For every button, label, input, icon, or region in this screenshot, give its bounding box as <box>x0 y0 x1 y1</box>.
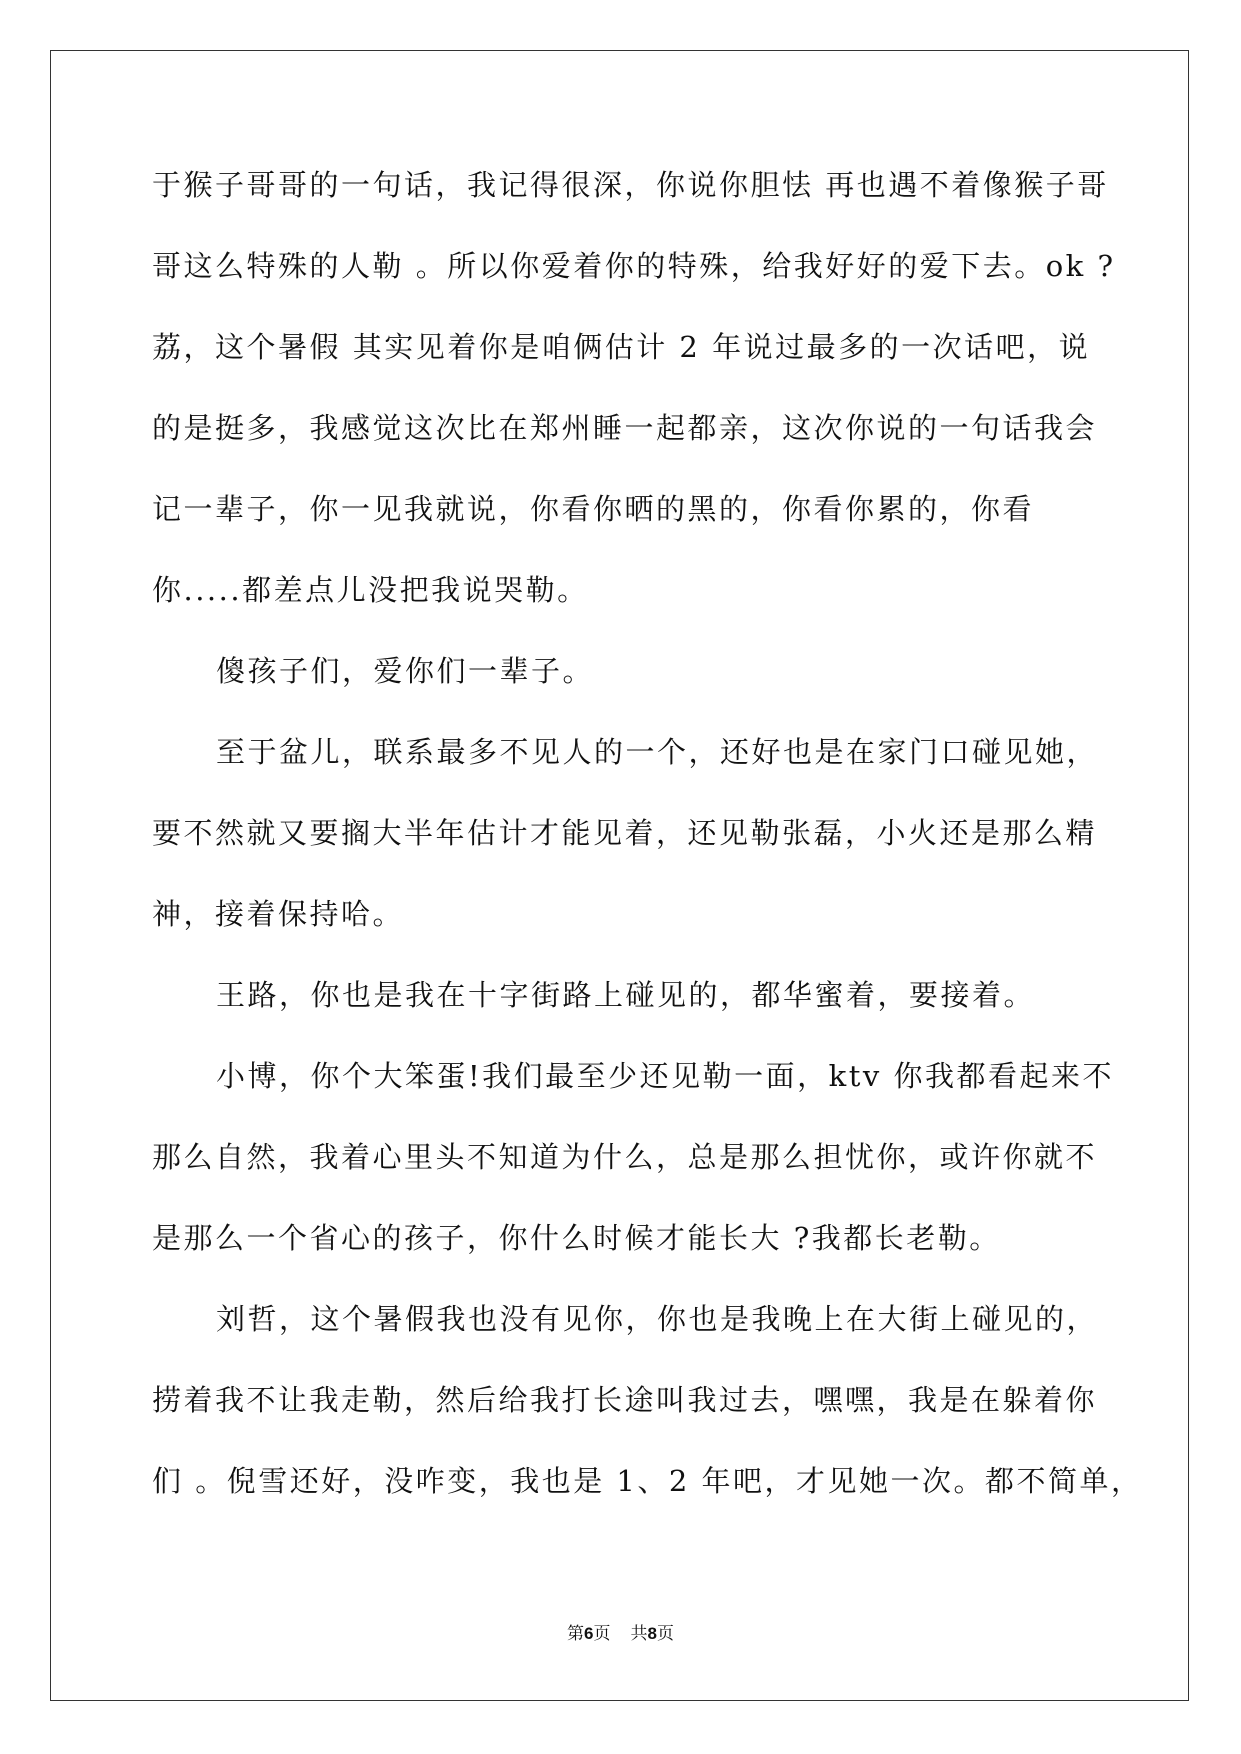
paragraph-line: 王路，你也是我在十字街路上碰见的，都华蜜着，要接着。 <box>216 978 1036 1012</box>
footer-page-suffix: 页 <box>593 1624 611 1644</box>
text-line: 神，接着保持哈。 <box>152 897 405 931</box>
paragraph-line: 傻孩子们，爱你们一辈子。 <box>216 654 595 688</box>
text-line: 捞着我不让我走勒，然后给我打长途叫我过去，嘿嘿，我是在躲着你 <box>152 1383 1098 1417</box>
document-body <box>152 163 1143 1540</box>
total-pages-number: 8 <box>647 1624 657 1643</box>
footer-prefix: 第 <box>567 1624 585 1644</box>
current-page-number: 6 <box>584 1624 594 1643</box>
page-footer <box>0 1622 1241 1646</box>
text-line: 是那么一个省心的孩子，你什么时候才能长大 ?我都长老勒。 <box>152 1221 1001 1255</box>
text-line: 们 。倪雪还好，没咋变，我也是 1、2 年吧，才见她一次。都不简单， <box>152 1464 1143 1498</box>
text-line: 你.....都差点儿没把我说哭勒。 <box>152 573 589 607</box>
paragraph-line: 刘哲，这个暑假我也没有见你，你也是我晚上在大街上碰见的， <box>216 1302 1099 1336</box>
text-line: 那么自然，我着心里头不知道为什么，总是那么担忧你，或许你就不 <box>152 1140 1098 1174</box>
footer-total-prefix: 共 <box>630 1624 648 1644</box>
text-line: 要不然就又要搁大半年估计才能见着，还见勒张磊，小火还是那么精 <box>152 816 1098 850</box>
footer-total-suffix: 页 <box>656 1624 674 1644</box>
text-line: 荔，这个暑假 其实见着你是咱俩估计 2 年说过最多的一次话吧，说 <box>152 330 1091 364</box>
text-line: 于猴子哥哥的一句话，我记得很深，你说你胆怯 再也遇不着像猴子哥 <box>152 168 1109 202</box>
text-line: 哥这么特殊的人勒 。所以你爱着你的特殊，给我好好的爱下去。ok ? <box>152 249 1116 283</box>
text-line: 的是挺多，我感觉这次比在郑州睡一起都亲，这次你说的一句话我会 <box>152 411 1098 445</box>
paragraph-line: 至于盆儿，联系最多不见人的一个，还好也是在家门口碰见她， <box>216 735 1099 769</box>
paragraph-line: 小博，你个大笨蛋!我们最至少还见勒一面，ktv 你我都看起来不 <box>216 1059 1114 1093</box>
text-line: 记一辈子，你一见我就说，你看你晒的黑的，你看你累的，你看 <box>152 492 1035 526</box>
